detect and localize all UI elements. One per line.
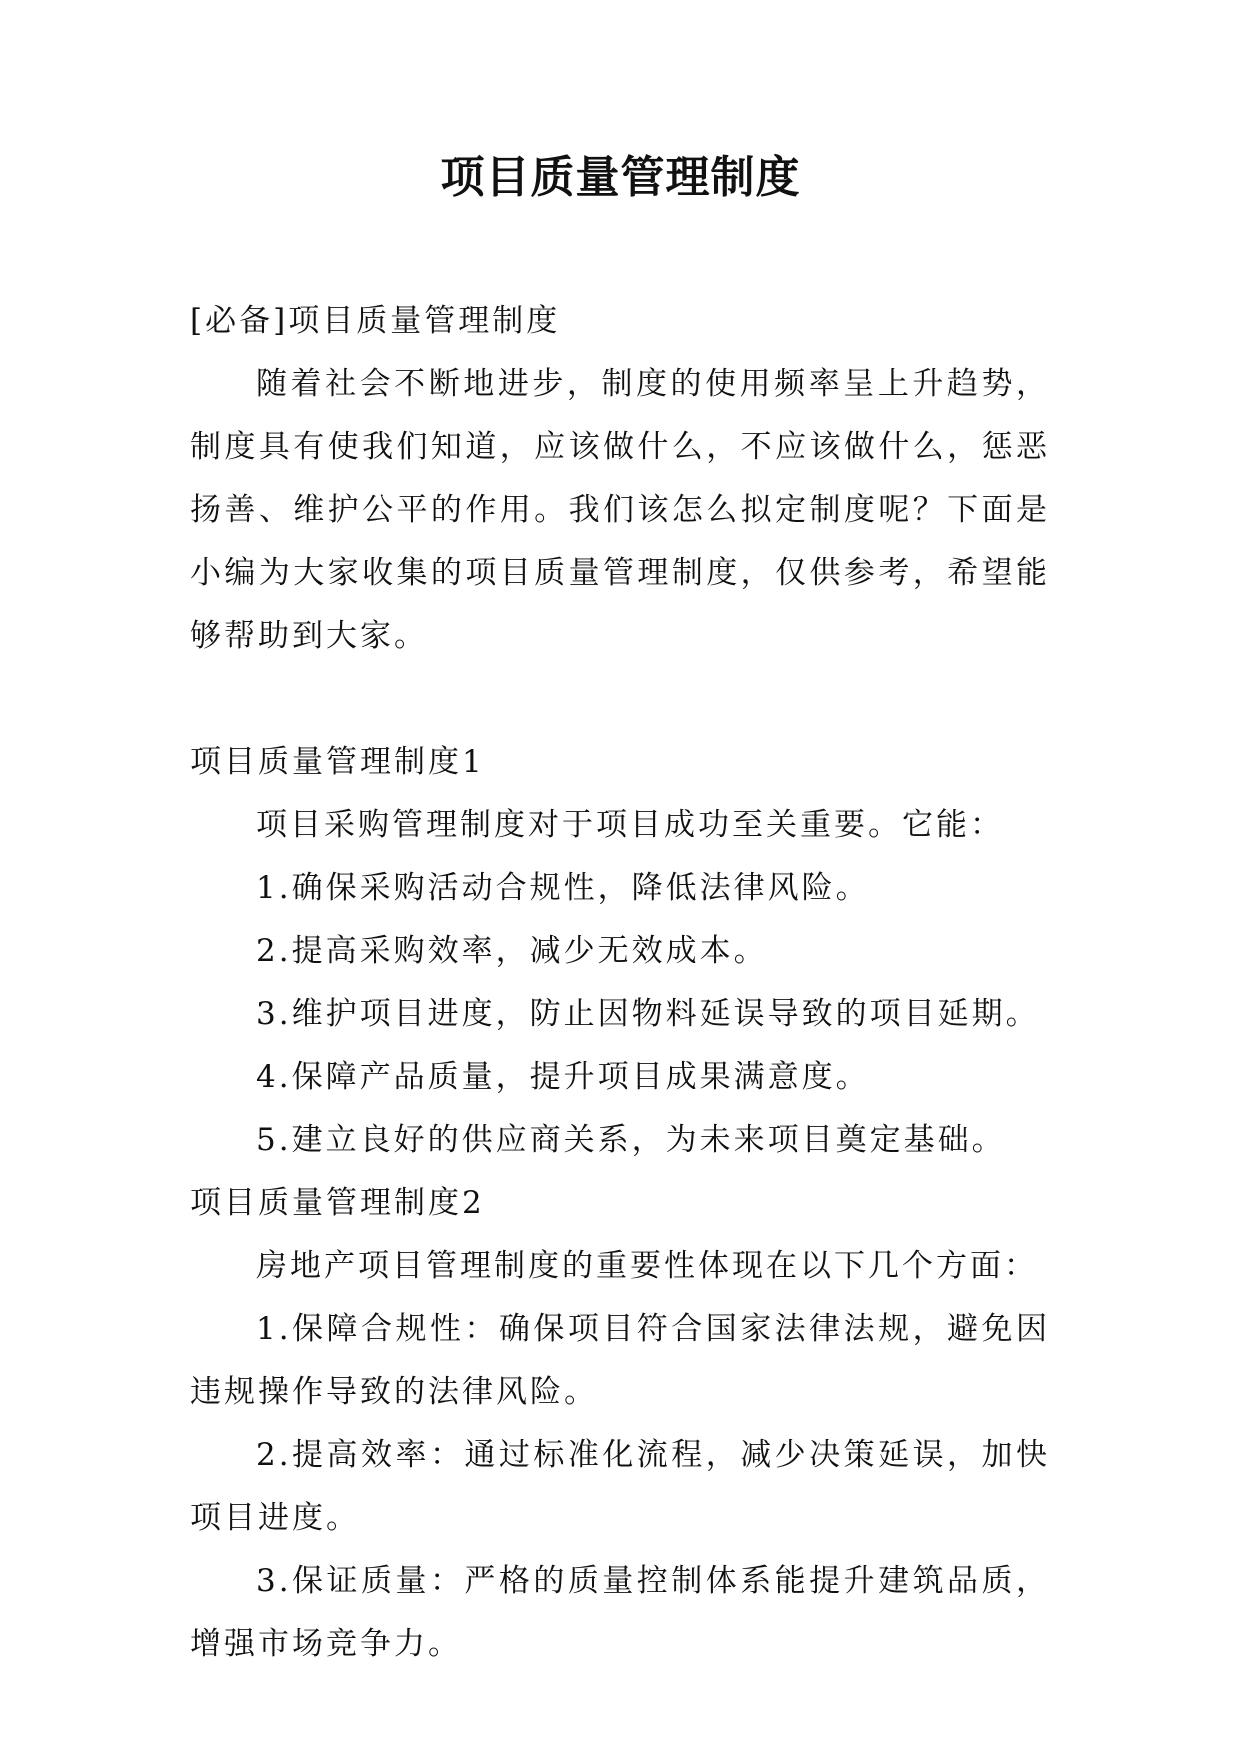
section-heading: 项目质量管理制度1 — [190, 744, 485, 780]
list-item: 1.保障合规性：确保项目符合国家法律法规，避免因违规操作导致的法律风险。 — [190, 1311, 1050, 1410]
list-item: 3.保证质量：严格的质量控制体系能提升建筑品质，增强市场竞争力。 — [190, 1563, 1050, 1662]
section-spacer — [190, 668, 1050, 731]
list-item: 1.确保采购活动合规性，降低法律风险。 — [256, 870, 870, 906]
list-item: 5.建立良好的供应商关系，为未来项目奠定基础。 — [256, 1122, 1006, 1158]
list-item: 4.保障产品质量，提升项目成果满意度。 — [256, 1059, 870, 1095]
list-item: 2.提高效率：通过标准化流程，减少决策延误，加快项目进度。 — [190, 1437, 1050, 1536]
intro-paragraph: 随着社会不断地进步，制度的使用频率呈上升趋势，制度具有使我们知道，应该做什么，不应该做什么，惩恶扬善、维护公平的作用。我们该怎么拟定制度呢？下面是小编为大家收集的项目质量管理制度，仅供参考，希望能够帮助到大家。 — [190, 366, 1050, 654]
document-title: 项目质量管理制度 — [440, 152, 801, 203]
list-item: 2.提高采购效率，减少无效成本。 — [256, 933, 768, 969]
document-subtitle: [必备]项目质量管理制度 — [190, 303, 561, 339]
section-lead: 房地产项目管理制度的重要性体现在以下几个方面： — [256, 1248, 1038, 1284]
list-item: 3.维护项目进度，防止因物料延误导致的项目延期。 — [256, 996, 1040, 1032]
section-heading: 项目质量管理制度2 — [190, 1185, 485, 1221]
section-lead: 项目采购管理制度对于项目成功至关重要。它能： — [256, 807, 1004, 843]
document-body — [190, 290, 1050, 1676]
